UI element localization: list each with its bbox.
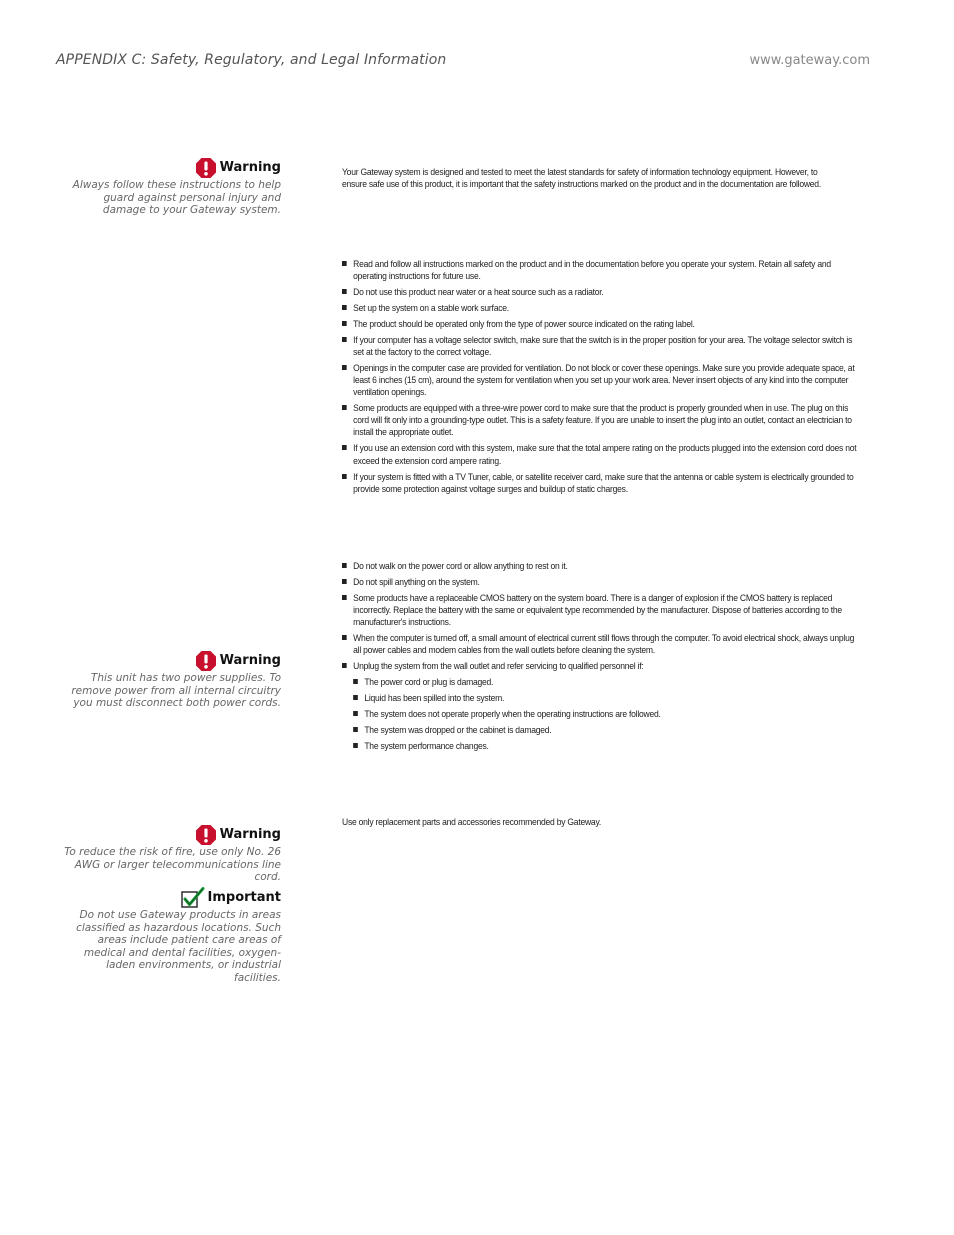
warning-label: Warning bbox=[219, 160, 281, 175]
list-item: If you use an extension cord with this system, make sure that the total ampere rating on the products plugged into the extension cord does not exceed the extension cord ampere rating. bbox=[342, 442, 863, 466]
intro-paragraph: Your Gateway system is designed and tested to meet the latest standards for safety of information technology equipment. However, to ensure safe use of this product, it is important that the safety instructions marked on the product and in the documentation are followed. bbox=[342, 167, 821, 190]
warning-note bbox=[60, 157, 281, 217]
stop-sign-icon bbox=[195, 824, 217, 846]
setup-instructions-list bbox=[342, 258, 863, 499]
warning-label: Warning bbox=[219, 653, 281, 668]
replacement-parts-paragraph: Use only replacement parts and accessories recommended by Gateway. bbox=[342, 817, 602, 827]
stop-sign-icon bbox=[195, 157, 217, 179]
list-item: Do not walk on the power cord or allow anything to rest on it. bbox=[342, 560, 863, 572]
list-item: Do not spill anything on the system. bbox=[342, 576, 863, 588]
warning-note bbox=[60, 650, 281, 710]
list-item: If your system is fitted with a TV Tuner, cable, or satellite receiver card, make sure that the antenna or cable system is electrically grounded to provide some protection against voltage surges and buildup of static charges. bbox=[342, 471, 863, 495]
list-item: Some products have a replaceable CMOS battery on the system board. There is a danger of explosion if the CMOS battery is replaced incorrectly. Replace the battery with the same or equivalent type recommended by the manufacturer. Dispose of batteries according to the manufacturer's instructions. bbox=[342, 592, 863, 628]
list-item: Some products are equipped with a three-wire power cord to make sure that the product is properly grounded when in use. The plug on this cord will fit only into a grounding-type outlet. This is a safety feature. If you are unable to insert the plug into an outlet, contact an electrician to install the appropriate outlet. bbox=[342, 402, 863, 438]
sub-list-item: The system performance changes. bbox=[353, 740, 863, 752]
list-item: Set up the system on a stable work surface. bbox=[342, 302, 863, 314]
important-label: Important bbox=[207, 890, 281, 905]
list-item: When the computer is turned off, a small amount of electrical current still flows through the computer. To avoid electrical shock, always unplug all power cables and modem cables from the wall outlets before cleaning the system. bbox=[342, 632, 863, 656]
care-instructions-list bbox=[342, 560, 863, 756]
list-item-text: Unplug the system from the wall outlet and refer servicing to qualified personnel if: bbox=[353, 661, 644, 672]
important-note bbox=[60, 887, 281, 985]
servicing-conditions-list bbox=[353, 676, 863, 752]
list-item: The product should be operated only from the type of power source indicated on the rating label. bbox=[342, 318, 863, 330]
website-link[interactable]: www.gateway.com bbox=[749, 53, 870, 68]
sub-list-item: The power cord or plug is damaged. bbox=[353, 676, 863, 688]
warning-label: Warning bbox=[219, 827, 281, 842]
list-item: Do not use this product near water or a heat source such as a radiator. bbox=[342, 286, 863, 298]
warning-text: To reduce the risk of fire, use only No. 26 AWG or larger telecommunications line cord. bbox=[64, 846, 281, 884]
sub-list-item: Liquid has been spilled into the system. bbox=[353, 692, 863, 704]
checkmark-icon bbox=[181, 887, 205, 909]
sub-list-item: The system does not operate properly when the operating instructions are followed. bbox=[353, 708, 863, 720]
important-text: Do not use Gateway products in areas classified as hazardous locations. Such areas include patient care areas of medical and dental facilities, oxygen-laden environments, or industrial facilities. bbox=[76, 909, 281, 984]
list-item: If your computer has a voltage selector switch, make sure that the switch is in the proper position for your area. The voltage selector switch is set at the factory to the correct voltage. bbox=[342, 334, 863, 358]
stop-sign-icon bbox=[195, 650, 217, 672]
list-item: Openings in the computer case are provided for ventilation. Do not block or cover these openings. Make sure you provide adequate space, at least 6 inches (15 cm), around the system for ventilation when you set up your work area. Never insert objects of any kind into the computer ventilation openings. bbox=[342, 362, 863, 398]
warning-text: Always follow these instructions to help guard against personal injury and damage to your Gateway system. bbox=[72, 179, 281, 217]
list-item bbox=[342, 660, 863, 752]
warning-text: This unit has two power supplies. To remove power from all internal circuitry you must disconnect both power cords. bbox=[71, 672, 281, 710]
sub-list-item: The system was dropped or the cabinet is damaged. bbox=[353, 724, 863, 736]
list-item: Read and follow all instructions marked on the product and in the documentation before you operate your system. Retain all safety and operating instructions for future use. bbox=[342, 258, 863, 282]
page-header-title: APPENDIX C: Safety, Regulatory, and Legal Information bbox=[56, 52, 447, 68]
warning-note bbox=[60, 824, 281, 884]
